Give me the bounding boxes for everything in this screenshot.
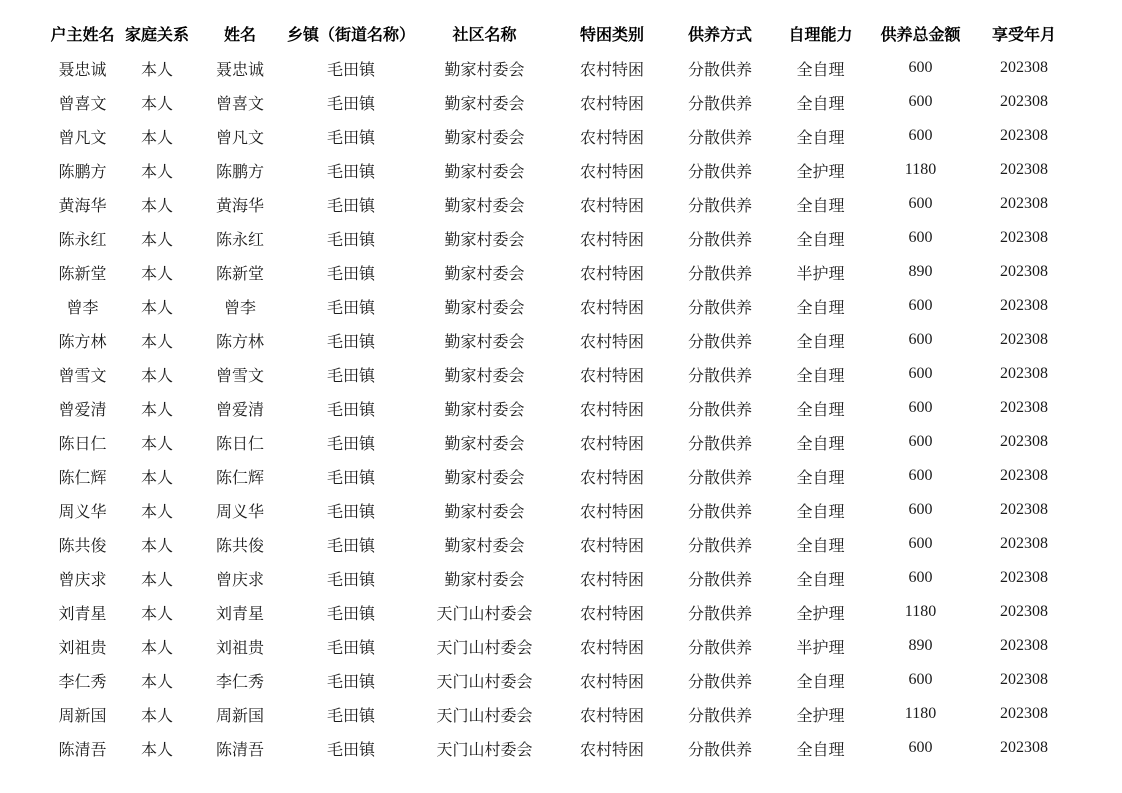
table-row (44, 119, 1078, 153)
cell-name: 陈永红 (215, 231, 264, 249)
table-row (44, 289, 1078, 323)
cell-name: 李仁秀 (215, 673, 264, 691)
cell-self-care-ability: 全自理 (796, 95, 845, 113)
cell-family-relation: 本人 (140, 197, 173, 215)
cell-community-name: 勤家村委会 (444, 469, 525, 487)
cell-township: 毛田镇 (326, 469, 375, 487)
cell-support-method: 分散供养 (687, 129, 752, 147)
cell-total-support-amount: 1180 (904, 705, 937, 722)
cell-poverty-category: 农村特困 (579, 537, 644, 555)
cell-household-head-name: 周新国 (58, 707, 107, 725)
cell-self-care-ability: 半护理 (796, 265, 845, 283)
cell-community-name: 勤家村委会 (444, 367, 525, 385)
cell-family-relation: 本人 (140, 707, 173, 725)
cell-support-method: 分散供养 (687, 741, 752, 759)
table-row (44, 561, 1078, 595)
cell-total-support-amount: 600 (908, 569, 933, 586)
column-header-family-relation: 家庭关系 (124, 26, 189, 44)
cell-support-method: 分散供养 (687, 401, 752, 419)
cell-total-support-amount: 600 (908, 297, 933, 314)
cell-total-support-amount: 1180 (904, 161, 937, 178)
cell-total-support-amount: 890 (908, 637, 933, 654)
special-assistance-table (44, 15, 1078, 765)
cell-poverty-category: 农村特困 (579, 231, 644, 249)
cell-total-support-amount: 600 (908, 739, 933, 756)
cell-family-relation: 本人 (140, 333, 173, 351)
cell-household-head-name: 刘祖贵 (58, 639, 107, 657)
cell-family-relation: 本人 (140, 231, 173, 249)
cell-township: 毛田镇 (326, 367, 375, 385)
cell-community-name: 勤家村委会 (444, 333, 525, 351)
cell-poverty-category: 农村特困 (579, 299, 644, 317)
cell-poverty-category: 农村特困 (579, 673, 644, 691)
column-header-benefit-month: 享受年月 (991, 26, 1056, 44)
cell-support-method: 分散供养 (687, 95, 752, 113)
cell-total-support-amount: 600 (908, 93, 933, 110)
cell-name: 聂忠诚 (215, 61, 264, 79)
cell-self-care-ability: 全自理 (796, 741, 845, 759)
cell-poverty-category: 农村特困 (579, 741, 644, 759)
cell-township: 毛田镇 (326, 299, 375, 317)
cell-household-head-name: 曾爱清 (58, 401, 107, 419)
cell-household-head-name: 周义华 (58, 503, 107, 521)
cell-support-method: 分散供养 (687, 537, 752, 555)
cell-benefit-month: 202308 (1000, 433, 1048, 450)
cell-self-care-ability: 全自理 (796, 231, 845, 249)
cell-household-head-name: 陈鹏方 (58, 163, 107, 181)
cell-name: 周新国 (215, 707, 264, 725)
cell-support-method: 分散供养 (687, 163, 752, 181)
cell-household-head-name: 陈新堂 (58, 265, 107, 283)
cell-community-name: 勤家村委会 (444, 537, 525, 555)
cell-family-relation: 本人 (140, 435, 173, 453)
cell-township: 毛田镇 (326, 673, 375, 691)
cell-household-head-name: 曾雪文 (58, 367, 107, 385)
cell-community-name: 天门山村委会 (436, 605, 533, 623)
cell-total-support-amount: 600 (908, 671, 933, 688)
cell-benefit-month: 202308 (1000, 399, 1048, 416)
table-row (44, 527, 1078, 561)
cell-township: 毛田镇 (326, 707, 375, 725)
cell-family-relation: 本人 (140, 129, 173, 147)
cell-benefit-month: 202308 (1000, 229, 1048, 246)
cell-benefit-month: 202308 (1000, 501, 1048, 518)
cell-poverty-category: 农村特困 (579, 129, 644, 147)
cell-benefit-month: 202308 (1000, 603, 1048, 620)
header-row (44, 15, 1078, 51)
cell-benefit-month: 202308 (1000, 263, 1048, 280)
cell-community-name: 勤家村委会 (444, 503, 525, 521)
cell-poverty-category: 农村特困 (579, 265, 644, 283)
cell-benefit-month: 202308 (1000, 93, 1048, 110)
cell-benefit-month: 202308 (1000, 365, 1048, 382)
cell-township: 毛田镇 (326, 571, 375, 589)
cell-name: 黄海华 (215, 197, 264, 215)
cell-self-care-ability: 全自理 (796, 469, 845, 487)
cell-township: 毛田镇 (326, 741, 375, 759)
cell-poverty-category: 农村特困 (579, 503, 644, 521)
cell-support-method: 分散供养 (687, 435, 752, 453)
cell-total-support-amount: 600 (908, 331, 933, 348)
cell-self-care-ability: 半护理 (796, 639, 845, 657)
cell-self-care-ability: 全自理 (796, 435, 845, 453)
table-row (44, 697, 1078, 731)
cell-name: 陈仁辉 (215, 469, 264, 487)
cell-benefit-month: 202308 (1000, 195, 1048, 212)
cell-family-relation: 本人 (140, 401, 173, 419)
cell-family-relation: 本人 (140, 299, 173, 317)
table-row (44, 85, 1078, 119)
cell-poverty-category: 农村特困 (579, 639, 644, 657)
cell-support-method: 分散供养 (687, 265, 752, 283)
cell-household-head-name: 黄海华 (58, 197, 107, 215)
table-row (44, 255, 1078, 289)
cell-name: 曾爱清 (215, 401, 264, 419)
cell-family-relation: 本人 (140, 741, 173, 759)
cell-name: 曾喜文 (215, 95, 264, 113)
table-row (44, 663, 1078, 697)
cell-benefit-month: 202308 (1000, 161, 1048, 178)
cell-total-support-amount: 600 (908, 535, 933, 552)
cell-name: 刘祖贵 (215, 639, 264, 657)
cell-support-method: 分散供养 (687, 605, 752, 623)
cell-name: 陈方林 (215, 333, 264, 351)
table-row (44, 221, 1078, 255)
cell-support-method: 分散供养 (687, 503, 752, 521)
cell-family-relation: 本人 (140, 503, 173, 521)
cell-community-name: 天门山村委会 (436, 741, 533, 759)
cell-benefit-month: 202308 (1000, 671, 1048, 688)
cell-community-name: 勤家村委会 (444, 61, 525, 79)
cell-self-care-ability: 全护理 (796, 707, 845, 725)
cell-township: 毛田镇 (326, 163, 375, 181)
cell-household-head-name: 曾庆求 (58, 571, 107, 589)
cell-poverty-category: 农村特困 (579, 95, 644, 113)
cell-township: 毛田镇 (326, 265, 375, 283)
cell-self-care-ability: 全自理 (796, 367, 845, 385)
cell-community-name: 勤家村委会 (444, 571, 525, 589)
cell-household-head-name: 陈永红 (58, 231, 107, 249)
cell-benefit-month: 202308 (1000, 569, 1048, 586)
cell-family-relation: 本人 (140, 605, 173, 623)
column-header-township: 乡镇（街道名称） (287, 26, 416, 44)
table-row (44, 153, 1078, 187)
cell-total-support-amount: 600 (908, 501, 933, 518)
cell-support-method: 分散供养 (687, 231, 752, 249)
cell-community-name: 勤家村委会 (444, 129, 525, 147)
cell-community-name: 天门山村委会 (436, 673, 533, 691)
cell-community-name: 勤家村委会 (444, 163, 525, 181)
cell-township: 毛田镇 (326, 333, 375, 351)
cell-self-care-ability: 全自理 (796, 537, 845, 555)
cell-self-care-ability: 全自理 (796, 61, 845, 79)
cell-household-head-name: 陈仁辉 (58, 469, 107, 487)
cell-total-support-amount: 600 (908, 365, 933, 382)
cell-total-support-amount: 890 (908, 263, 933, 280)
cell-poverty-category: 农村特困 (579, 197, 644, 215)
cell-community-name: 天门山村委会 (436, 707, 533, 725)
cell-township: 毛田镇 (326, 197, 375, 215)
table-row (44, 357, 1078, 391)
cell-family-relation: 本人 (140, 673, 173, 691)
cell-family-relation: 本人 (140, 95, 173, 113)
cell-self-care-ability: 全自理 (796, 197, 845, 215)
cell-poverty-category: 农村特困 (579, 61, 644, 79)
cell-self-care-ability: 全自理 (796, 503, 845, 521)
cell-name: 曾雪文 (215, 367, 264, 385)
cell-township: 毛田镇 (326, 537, 375, 555)
cell-support-method: 分散供养 (687, 707, 752, 725)
column-header-support-method: 供养方式 (687, 26, 752, 44)
cell-total-support-amount: 1180 (904, 603, 937, 620)
table-row (44, 391, 1078, 425)
cell-name: 曾李 (223, 299, 256, 317)
cell-support-method: 分散供养 (687, 639, 752, 657)
cell-township: 毛田镇 (326, 129, 375, 147)
cell-benefit-month: 202308 (1000, 59, 1048, 76)
cell-community-name: 勤家村委会 (444, 435, 525, 453)
cell-community-name: 勤家村委会 (444, 231, 525, 249)
cell-self-care-ability: 全自理 (796, 333, 845, 351)
column-header-poverty-category: 特困类别 (579, 26, 644, 44)
cell-township: 毛田镇 (326, 401, 375, 419)
cell-household-head-name: 陈共俊 (58, 537, 107, 555)
cell-benefit-month: 202308 (1000, 705, 1048, 722)
cell-self-care-ability: 全自理 (796, 673, 845, 691)
column-header-self-care-ability: 自理能力 (788, 26, 853, 44)
cell-household-head-name: 李仁秀 (58, 673, 107, 691)
cell-township: 毛田镇 (326, 231, 375, 249)
table-row (44, 425, 1078, 459)
cell-total-support-amount: 600 (908, 195, 933, 212)
cell-family-relation: 本人 (140, 61, 173, 79)
cell-name: 陈共俊 (215, 537, 264, 555)
cell-household-head-name: 曾喜文 (58, 95, 107, 113)
cell-name: 曾庆求 (215, 571, 264, 589)
cell-community-name: 勤家村委会 (444, 197, 525, 215)
cell-benefit-month: 202308 (1000, 331, 1048, 348)
cell-family-relation: 本人 (140, 537, 173, 555)
cell-total-support-amount: 600 (908, 59, 933, 76)
cell-poverty-category: 农村特困 (579, 469, 644, 487)
cell-self-care-ability: 全自理 (796, 129, 845, 147)
cell-poverty-category: 农村特困 (579, 707, 644, 725)
cell-support-method: 分散供养 (687, 469, 752, 487)
cell-support-method: 分散供养 (687, 367, 752, 385)
cell-poverty-category: 农村特困 (579, 163, 644, 181)
cell-name: 陈清吾 (215, 741, 264, 759)
cell-self-care-ability: 全自理 (796, 401, 845, 419)
cell-family-relation: 本人 (140, 265, 173, 283)
cell-poverty-category: 农村特困 (579, 367, 644, 385)
cell-township: 毛田镇 (326, 639, 375, 657)
cell-support-method: 分散供养 (687, 61, 752, 79)
cell-name: 陈日仁 (215, 435, 264, 453)
cell-benefit-month: 202308 (1000, 535, 1048, 552)
cell-total-support-amount: 600 (908, 399, 933, 416)
cell-self-care-ability: 全护理 (796, 605, 845, 623)
cell-benefit-month: 202308 (1000, 467, 1048, 484)
cell-family-relation: 本人 (140, 639, 173, 657)
cell-poverty-category: 农村特困 (579, 401, 644, 419)
cell-poverty-category: 农村特困 (579, 333, 644, 351)
table-row (44, 629, 1078, 663)
cell-self-care-ability: 全自理 (796, 571, 845, 589)
table-body (44, 51, 1078, 765)
table-row (44, 731, 1078, 765)
cell-support-method: 分散供养 (687, 571, 752, 589)
cell-name: 周义华 (215, 503, 264, 521)
table-row (44, 187, 1078, 221)
cell-benefit-month: 202308 (1000, 127, 1048, 144)
cell-family-relation: 本人 (140, 367, 173, 385)
cell-name: 曾凡文 (215, 129, 264, 147)
cell-community-name: 天门山村委会 (436, 639, 533, 657)
cell-total-support-amount: 600 (908, 127, 933, 144)
cell-family-relation: 本人 (140, 163, 173, 181)
cell-benefit-month: 202308 (1000, 297, 1048, 314)
cell-total-support-amount: 600 (908, 467, 933, 484)
cell-household-head-name: 刘青星 (58, 605, 107, 623)
column-header-name: 姓名 (223, 26, 256, 44)
cell-self-care-ability: 全自理 (796, 299, 845, 317)
cell-total-support-amount: 600 (908, 229, 933, 246)
cell-name: 陈新堂 (215, 265, 264, 283)
cell-name: 刘青星 (215, 605, 264, 623)
table-row (44, 595, 1078, 629)
cell-township: 毛田镇 (326, 503, 375, 521)
cell-household-head-name: 陈清吾 (58, 741, 107, 759)
cell-benefit-month: 202308 (1000, 739, 1048, 756)
cell-support-method: 分散供养 (687, 333, 752, 351)
cell-poverty-category: 农村特困 (579, 571, 644, 589)
table-row (44, 459, 1078, 493)
table-row (44, 493, 1078, 527)
cell-poverty-category: 农村特困 (579, 435, 644, 453)
cell-support-method: 分散供养 (687, 197, 752, 215)
cell-household-head-name: 陈日仁 (58, 435, 107, 453)
cell-support-method: 分散供养 (687, 299, 752, 317)
cell-household-head-name: 聂忠诚 (58, 61, 107, 79)
cell-name: 陈鹏方 (215, 163, 264, 181)
cell-family-relation: 本人 (140, 571, 173, 589)
cell-township: 毛田镇 (326, 95, 375, 113)
cell-household-head-name: 曾凡文 (58, 129, 107, 147)
cell-benefit-month: 202308 (1000, 637, 1048, 654)
cell-township: 毛田镇 (326, 605, 375, 623)
table-row (44, 51, 1078, 85)
column-header-total-support-amount: 供养总金额 (880, 26, 961, 44)
cell-township: 毛田镇 (326, 61, 375, 79)
column-header-community-name: 社区名称 (452, 26, 517, 44)
column-header-household-head-name: 户主姓名 (50, 26, 115, 44)
cell-self-care-ability: 全护理 (796, 163, 845, 181)
cell-township: 毛田镇 (326, 435, 375, 453)
cell-total-support-amount: 600 (908, 433, 933, 450)
cell-household-head-name: 曾李 (66, 299, 99, 317)
cell-community-name: 勤家村委会 (444, 265, 525, 283)
cell-poverty-category: 农村特困 (579, 605, 644, 623)
table-row (44, 323, 1078, 357)
cell-community-name: 勤家村委会 (444, 401, 525, 419)
cell-support-method: 分散供养 (687, 673, 752, 691)
cell-community-name: 勤家村委会 (444, 95, 525, 113)
cell-community-name: 勤家村委会 (444, 299, 525, 317)
cell-household-head-name: 陈方林 (58, 333, 107, 351)
cell-family-relation: 本人 (140, 469, 173, 487)
